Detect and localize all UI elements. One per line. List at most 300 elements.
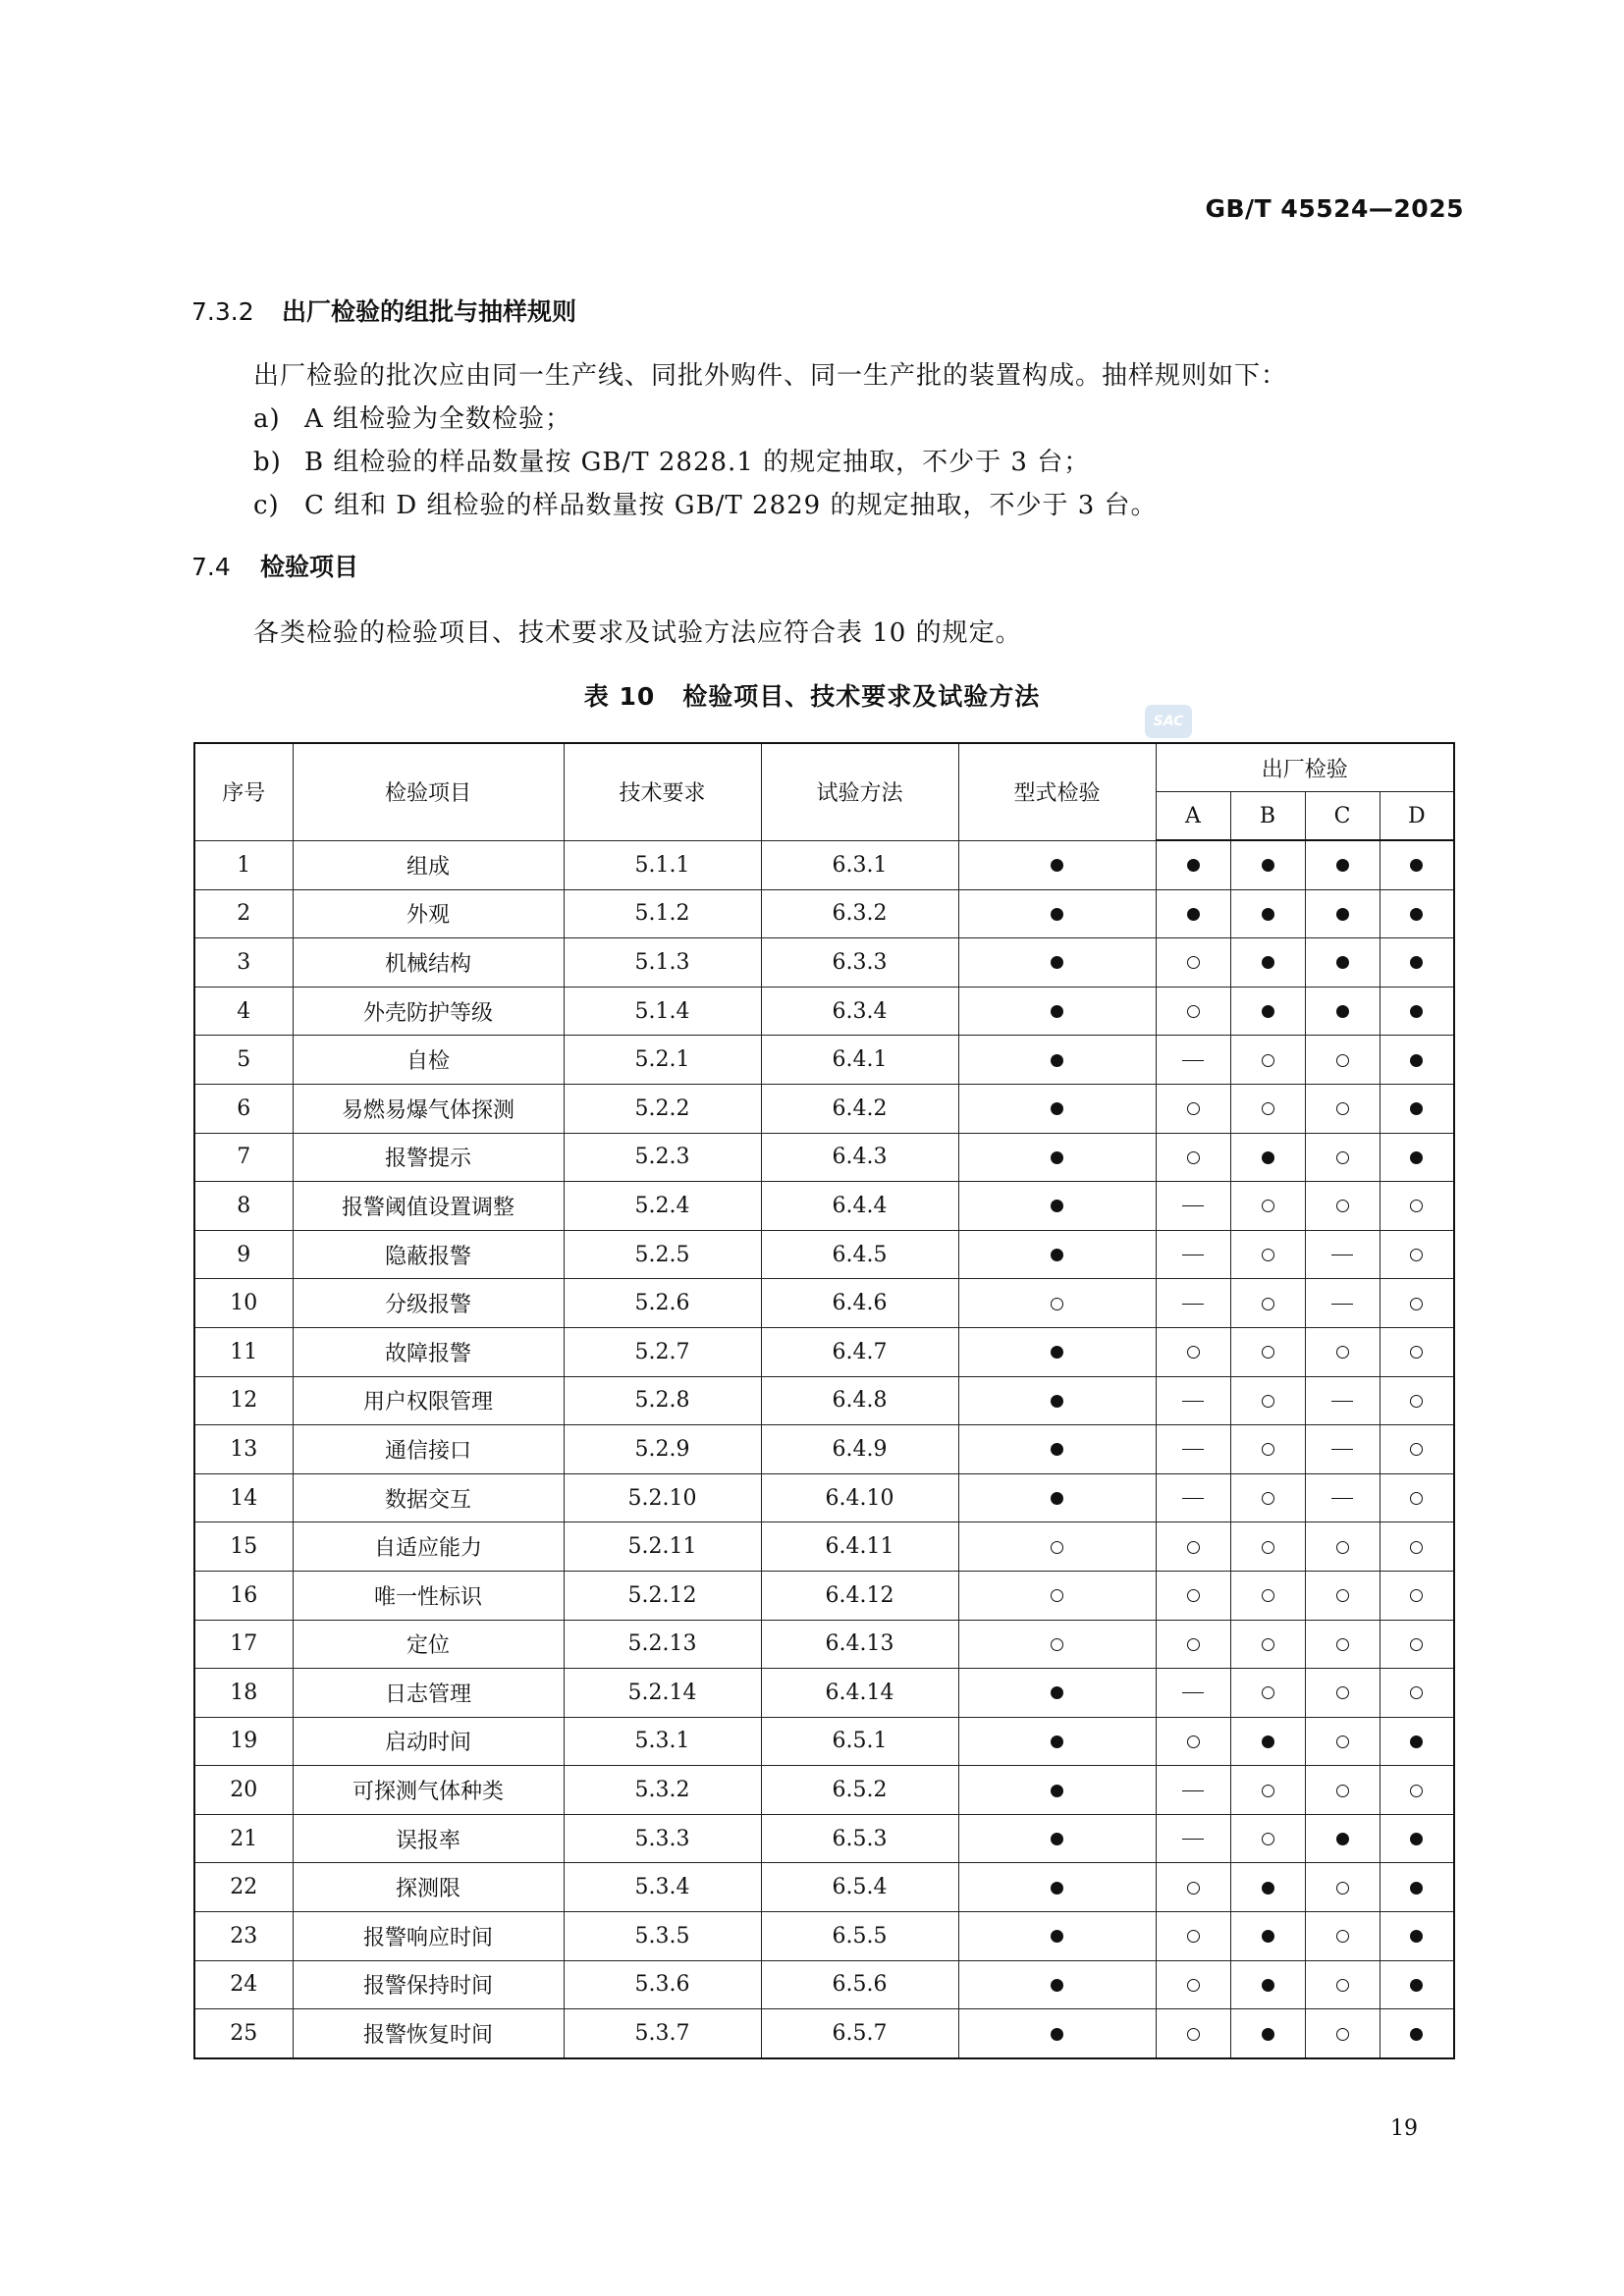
cell-seq: 15 <box>194 1522 293 1572</box>
cell-group-a <box>1156 1522 1230 1572</box>
not-applicable-mark <box>1331 1304 1353 1305</box>
required-mark <box>1051 1735 1063 1748</box>
cell-seq: 9 <box>194 1230 293 1279</box>
optional-mark <box>1187 1541 1200 1554</box>
required-mark <box>1410 2028 1423 2041</box>
cell-method: 6.3.3 <box>761 938 958 988</box>
cell-type-test <box>958 840 1156 889</box>
cell-type-test <box>958 987 1156 1036</box>
cell-type-test <box>958 1230 1156 1279</box>
table-row <box>194 1863 1454 1912</box>
cell-group-b <box>1230 1863 1305 1912</box>
cell-group-c <box>1305 1669 1380 1718</box>
table-row <box>194 1425 1454 1474</box>
cell-group-b <box>1230 1084 1305 1133</box>
required-mark <box>1051 859 1063 872</box>
cell-requirement: 5.2.5 <box>564 1230 761 1279</box>
cell-item: 易燃易爆气体探测 <box>293 1084 564 1133</box>
header-group-c: C <box>1305 792 1380 841</box>
optional-mark <box>1262 1492 1274 1505</box>
optional-mark <box>1187 1638 1200 1651</box>
cell-type-test <box>958 1912 1156 1961</box>
required-mark <box>1262 2028 1274 2041</box>
required-mark <box>1187 908 1200 921</box>
cell-group-c <box>1305 889 1380 938</box>
header-item: 检验项目 <box>293 743 564 840</box>
cell-method: 6.4.13 <box>761 1620 958 1669</box>
cell-item: 数据交互 <box>293 1473 564 1522</box>
cell-group-c <box>1305 1425 1380 1474</box>
cell-group-a <box>1156 1766 1230 1815</box>
cell-group-c <box>1305 1133 1380 1182</box>
cell-group-a <box>1156 1960 1230 2009</box>
optional-mark <box>1187 1005 1200 1018</box>
required-mark <box>1051 1882 1063 1895</box>
table-row <box>194 987 1454 1036</box>
optional-mark <box>1410 1200 1423 1212</box>
cell-group-c <box>1305 1814 1380 1863</box>
cell-type-test <box>958 1717 1156 1766</box>
cell-requirement: 5.2.6 <box>564 1279 761 1328</box>
cell-group-b <box>1230 1717 1305 1766</box>
not-applicable-mark <box>1182 1205 1204 1206</box>
cell-group-c <box>1305 1571 1380 1620</box>
list-text: C 组和 D 组检验的样品数量按 GB/T 2829 的规定抽取，不少于 3 台。 <box>304 491 1158 520</box>
list-text: B 组检验的样品数量按 GB/T 2828.1 的规定抽取，不少于 3 台； <box>304 448 1091 477</box>
cell-group-a <box>1156 1717 1230 1766</box>
cell-group-b <box>1230 1327 1305 1376</box>
cell-group-a <box>1156 1084 1230 1133</box>
cell-group-a <box>1156 1669 1230 1718</box>
cell-group-a <box>1156 840 1230 889</box>
not-applicable-mark <box>1182 1401 1204 1402</box>
required-mark <box>1336 1833 1349 1845</box>
optional-mark <box>1262 1298 1274 1310</box>
cell-item: 报警恢复时间 <box>293 2009 564 2058</box>
optional-mark <box>1262 1541 1274 1554</box>
header-requirement: 技术要求 <box>564 743 761 840</box>
table-row <box>194 1084 1454 1133</box>
optional-mark <box>1051 1298 1063 1310</box>
cell-group-a <box>1156 1863 1230 1912</box>
required-mark <box>1051 1346 1063 1359</box>
table-row <box>194 1182 1454 1231</box>
cell-group-d <box>1380 1863 1454 1912</box>
optional-mark <box>1410 1346 1423 1359</box>
cell-group-d <box>1380 1230 1454 1279</box>
cell-seq: 10 <box>194 1279 293 1328</box>
optional-mark <box>1262 1054 1274 1067</box>
optional-mark <box>1187 2028 1200 2041</box>
table-row <box>194 1376 1454 1425</box>
cell-item: 探测限 <box>293 1863 564 1912</box>
required-mark <box>1051 1833 1063 1845</box>
required-mark <box>1410 956 1423 969</box>
required-mark <box>1410 1102 1423 1115</box>
required-mark <box>1262 1005 1274 1018</box>
table-row <box>194 1327 1454 1376</box>
standard-code: GB/T 45524—2025 <box>1205 194 1464 223</box>
optional-mark <box>1262 1395 1274 1408</box>
cell-group-c <box>1305 1863 1380 1912</box>
cell-seq: 19 <box>194 1717 293 1766</box>
cell-group-c <box>1305 987 1380 1036</box>
cell-group-b <box>1230 1425 1305 1474</box>
cell-group-b <box>1230 1182 1305 1231</box>
required-mark <box>1262 1735 1274 1748</box>
cell-requirement: 5.2.2 <box>564 1084 761 1133</box>
table-number: 表 10 <box>583 682 656 711</box>
table-row <box>194 1620 1454 1669</box>
required-mark <box>1410 1151 1423 1164</box>
required-mark <box>1262 859 1274 872</box>
not-applicable-mark <box>1331 1401 1353 1402</box>
cell-group-d <box>1380 1036 1454 1085</box>
optional-mark <box>1187 956 1200 969</box>
cell-type-test <box>958 1863 1156 1912</box>
cell-group-b <box>1230 1230 1305 1279</box>
cell-group-b <box>1230 889 1305 938</box>
required-mark <box>1262 1882 1274 1895</box>
cell-item: 故障报警 <box>293 1327 564 1376</box>
cell-method: 6.4.1 <box>761 1036 958 1085</box>
table-body <box>194 840 1454 2058</box>
cell-method: 6.4.4 <box>761 1182 958 1231</box>
cell-item: 机械结构 <box>293 938 564 988</box>
section-title: 检验项目 <box>260 553 359 581</box>
cell-group-d <box>1380 1912 1454 1961</box>
cell-group-b <box>1230 1960 1305 2009</box>
not-applicable-mark <box>1182 1692 1204 1693</box>
not-applicable-mark <box>1182 1060 1204 1061</box>
optional-mark <box>1187 1589 1200 1602</box>
cell-type-test <box>958 1571 1156 1620</box>
cell-group-b <box>1230 1571 1305 1620</box>
cell-method: 6.5.1 <box>761 1717 958 1766</box>
optional-mark <box>1262 1346 1274 1359</box>
cell-group-b <box>1230 840 1305 889</box>
cell-seq: 23 <box>194 1912 293 1961</box>
optional-mark <box>1410 1443 1423 1456</box>
cell-item: 日志管理 <box>293 1669 564 1718</box>
cell-item: 可探测气体种类 <box>293 1766 564 1815</box>
cell-requirement: 5.2.1 <box>564 1036 761 1085</box>
cell-seq: 3 <box>194 938 293 988</box>
cell-group-d <box>1380 1133 1454 1182</box>
optional-mark <box>1336 1979 1349 1992</box>
required-mark <box>1051 2028 1063 2041</box>
table-row <box>194 889 1454 938</box>
optional-mark <box>1262 1443 1274 1456</box>
cell-group-a <box>1156 2009 1230 2058</box>
cell-seq: 24 <box>194 1960 293 2009</box>
required-mark <box>1051 1785 1063 1797</box>
cell-group-c <box>1305 1182 1380 1231</box>
cell-item: 外观 <box>293 889 564 938</box>
cell-requirement: 5.2.11 <box>564 1522 761 1572</box>
header-factory-test: 出厂检验 <box>1156 743 1454 792</box>
sampling-intro-paragraph: 出厂检验的批次应由同一生产线、同批外购件、同一生产批的装置构成。抽样规则如下： <box>253 361 1288 391</box>
cell-method: 6.5.5 <box>761 1912 958 1961</box>
cell-type-test <box>958 938 1156 988</box>
required-mark <box>1262 1979 1274 1992</box>
section-heading-7-3-2 <box>191 293 576 328</box>
optional-mark <box>1410 1298 1423 1310</box>
cell-type-test <box>958 2009 1156 2058</box>
required-mark <box>1051 1054 1063 1067</box>
cell-seq: 21 <box>194 1814 293 1863</box>
cell-group-b <box>1230 938 1305 988</box>
cell-method: 6.4.14 <box>761 1669 958 1718</box>
required-mark <box>1051 1005 1063 1018</box>
cell-group-c <box>1305 1620 1380 1669</box>
table-row <box>194 1279 1454 1328</box>
optional-mark <box>1262 1638 1274 1651</box>
table-row <box>194 1133 1454 1182</box>
cell-group-b <box>1230 1522 1305 1572</box>
cell-type-test <box>958 889 1156 938</box>
cell-group-a <box>1156 1036 1230 1085</box>
table-row <box>194 840 1454 889</box>
cell-group-a <box>1156 1327 1230 1376</box>
optional-mark <box>1187 1102 1200 1115</box>
cell-requirement: 5.2.4 <box>564 1182 761 1231</box>
optional-mark <box>1336 1930 1349 1943</box>
cell-group-a <box>1156 1425 1230 1474</box>
table-row <box>194 1036 1454 1085</box>
cell-seq: 1 <box>194 840 293 889</box>
cell-method: 6.3.1 <box>761 840 958 889</box>
cell-method: 6.4.5 <box>761 1230 958 1279</box>
table-row <box>194 1766 1454 1815</box>
required-mark <box>1051 1200 1063 1212</box>
cell-item: 报警阈值设置调整 <box>293 1182 564 1231</box>
cell-group-a <box>1156 1473 1230 1522</box>
cell-method: 6.5.3 <box>761 1814 958 1863</box>
cell-requirement: 5.3.6 <box>564 1960 761 2009</box>
cell-group-d <box>1380 2009 1454 2058</box>
sac-watermark: SAC <box>1145 705 1192 738</box>
optional-mark <box>1410 1785 1423 1797</box>
optional-mark <box>1336 1785 1349 1797</box>
cell-method: 6.5.2 <box>761 1766 958 1815</box>
cell-requirement: 5.3.7 <box>564 2009 761 2058</box>
cell-requirement: 5.3.4 <box>564 1863 761 1912</box>
cell-group-c <box>1305 1376 1380 1425</box>
cell-method: 6.4.10 <box>761 1473 958 1522</box>
cell-method: 6.4.12 <box>761 1571 958 1620</box>
cell-type-test <box>958 1620 1156 1669</box>
cell-group-d <box>1380 1766 1454 1815</box>
cell-item: 自适应能力 <box>293 1522 564 1572</box>
cell-method: 6.5.6 <box>761 1960 958 2009</box>
optional-mark <box>1336 1102 1349 1115</box>
optional-mark <box>1187 1882 1200 1895</box>
required-mark <box>1051 1395 1063 1408</box>
cell-type-test <box>958 1669 1156 1718</box>
cell-group-d <box>1380 1571 1454 1620</box>
cell-seq: 14 <box>194 1473 293 1522</box>
cell-group-d <box>1380 1473 1454 1522</box>
cell-group-d <box>1380 1425 1454 1474</box>
table-caption <box>0 677 1624 713</box>
list-item <box>253 485 1158 521</box>
required-mark <box>1410 1005 1423 1018</box>
optional-mark <box>1336 1200 1349 1212</box>
list-marker: b) <box>253 448 282 477</box>
cell-group-a <box>1156 1620 1230 1669</box>
table-row <box>194 938 1454 988</box>
cell-group-d <box>1380 1814 1454 1863</box>
cell-group-a <box>1156 1376 1230 1425</box>
required-mark <box>1051 956 1063 969</box>
cell-group-c <box>1305 2009 1380 2058</box>
table-row <box>194 1522 1454 1572</box>
cell-group-b <box>1230 1766 1305 1815</box>
cell-group-a <box>1156 938 1230 988</box>
optional-mark <box>1336 1054 1349 1067</box>
cell-group-b <box>1230 1133 1305 1182</box>
required-mark <box>1410 1979 1423 1992</box>
optional-mark <box>1336 1638 1349 1651</box>
cell-group-a <box>1156 1571 1230 1620</box>
cell-seq: 16 <box>194 1571 293 1620</box>
cell-requirement: 5.2.12 <box>564 1571 761 1620</box>
cell-method: 6.3.2 <box>761 889 958 938</box>
cell-item: 唯一性标识 <box>293 1571 564 1620</box>
cell-item: 误报率 <box>293 1814 564 1863</box>
cell-group-d <box>1380 840 1454 889</box>
cell-group-c <box>1305 1279 1380 1328</box>
cell-group-c <box>1305 1327 1380 1376</box>
required-mark <box>1262 908 1274 921</box>
header-group-a: A <box>1156 792 1230 841</box>
cell-item: 用户权限管理 <box>293 1376 564 1425</box>
cell-group-a <box>1156 1182 1230 1231</box>
cell-method: 6.3.4 <box>761 987 958 1036</box>
required-mark <box>1262 956 1274 969</box>
required-mark <box>1051 1979 1063 1992</box>
cell-group-d <box>1380 889 1454 938</box>
cell-group-d <box>1380 1522 1454 1572</box>
optional-mark <box>1262 1833 1274 1845</box>
cell-group-c <box>1305 1912 1380 1961</box>
cell-seq: 5 <box>194 1036 293 1085</box>
cell-item: 自检 <box>293 1036 564 1085</box>
cell-group-b <box>1230 1814 1305 1863</box>
required-mark <box>1051 908 1063 921</box>
table-row <box>194 1814 1454 1863</box>
required-mark <box>1262 1930 1274 1943</box>
optional-mark <box>1410 1589 1423 1602</box>
inspection-table <box>193 742 1455 2059</box>
cell-group-d <box>1380 1620 1454 1669</box>
not-applicable-mark <box>1182 1449 1204 1450</box>
cell-type-test <box>958 1279 1156 1328</box>
cell-group-c <box>1305 1960 1380 2009</box>
cell-group-d <box>1380 1182 1454 1231</box>
cell-group-a <box>1156 987 1230 1036</box>
required-mark <box>1336 1005 1349 1018</box>
cell-method: 6.4.6 <box>761 1279 958 1328</box>
cell-item: 报警响应时间 <box>293 1912 564 1961</box>
required-mark <box>1262 1151 1274 1164</box>
cell-group-d <box>1380 1717 1454 1766</box>
cell-group-b <box>1230 1376 1305 1425</box>
cell-item: 报警提示 <box>293 1133 564 1182</box>
cell-group-b <box>1230 1620 1305 1669</box>
cell-group-d <box>1380 1327 1454 1376</box>
table-row <box>194 1230 1454 1279</box>
optional-mark <box>1336 1589 1349 1602</box>
required-mark <box>1051 1492 1063 1505</box>
optional-mark <box>1336 1882 1349 1895</box>
cell-item: 定位 <box>293 1620 564 1669</box>
cell-group-c <box>1305 1473 1380 1522</box>
optional-mark <box>1187 1930 1200 1943</box>
cell-method: 6.4.8 <box>761 1376 958 1425</box>
section-number: 7.4 <box>191 553 231 581</box>
cell-group-d <box>1380 1376 1454 1425</box>
required-mark <box>1410 1054 1423 1067</box>
cell-item: 隐蔽报警 <box>293 1230 564 1279</box>
optional-mark <box>1410 1249 1423 1261</box>
required-mark <box>1051 1930 1063 1943</box>
table-reference-paragraph: 各类检验的检验项目、技术要求及试验方法应符合表 10 的规定。 <box>253 618 1022 648</box>
optional-mark <box>1187 1151 1200 1164</box>
list-text: A 组检验为全数检验； <box>304 404 572 434</box>
required-mark <box>1051 1151 1063 1164</box>
cell-group-c <box>1305 840 1380 889</box>
cell-group-c <box>1305 1230 1380 1279</box>
required-mark <box>1410 1735 1423 1748</box>
required-mark <box>1410 1833 1423 1845</box>
cell-group-b <box>1230 1036 1305 1085</box>
cell-seq: 4 <box>194 987 293 1036</box>
list-item <box>253 442 1090 478</box>
cell-group-d <box>1380 938 1454 988</box>
table-row <box>194 1571 1454 1620</box>
cell-type-test <box>958 1084 1156 1133</box>
cell-requirement: 5.3.1 <box>564 1717 761 1766</box>
cell-requirement: 5.1.3 <box>564 938 761 988</box>
table-row <box>194 1912 1454 1961</box>
cell-item: 启动时间 <box>293 1717 564 1766</box>
list-marker: c) <box>253 491 280 520</box>
list-marker: a) <box>253 404 281 434</box>
cell-group-c <box>1305 938 1380 988</box>
optional-mark <box>1336 2028 1349 2041</box>
not-applicable-mark <box>1331 1449 1353 1450</box>
cell-requirement: 5.2.14 <box>564 1669 761 1718</box>
table-title: 检验项目、技术要求及试验方法 <box>682 682 1041 711</box>
cell-type-test <box>958 1036 1156 1085</box>
cell-type-test <box>958 1960 1156 2009</box>
cell-requirement: 5.2.8 <box>564 1376 761 1425</box>
optional-mark <box>1410 1686 1423 1699</box>
required-mark <box>1336 859 1349 872</box>
cell-seq: 2 <box>194 889 293 938</box>
cell-type-test <box>958 1473 1156 1522</box>
cell-requirement: 5.2.10 <box>564 1473 761 1522</box>
cell-requirement: 5.2.13 <box>564 1620 761 1669</box>
cell-group-d <box>1380 987 1454 1036</box>
optional-mark <box>1051 1638 1063 1651</box>
optional-mark <box>1336 1735 1349 1748</box>
cell-requirement: 5.1.2 <box>564 889 761 938</box>
cell-group-b <box>1230 1669 1305 1718</box>
required-mark <box>1336 956 1349 969</box>
